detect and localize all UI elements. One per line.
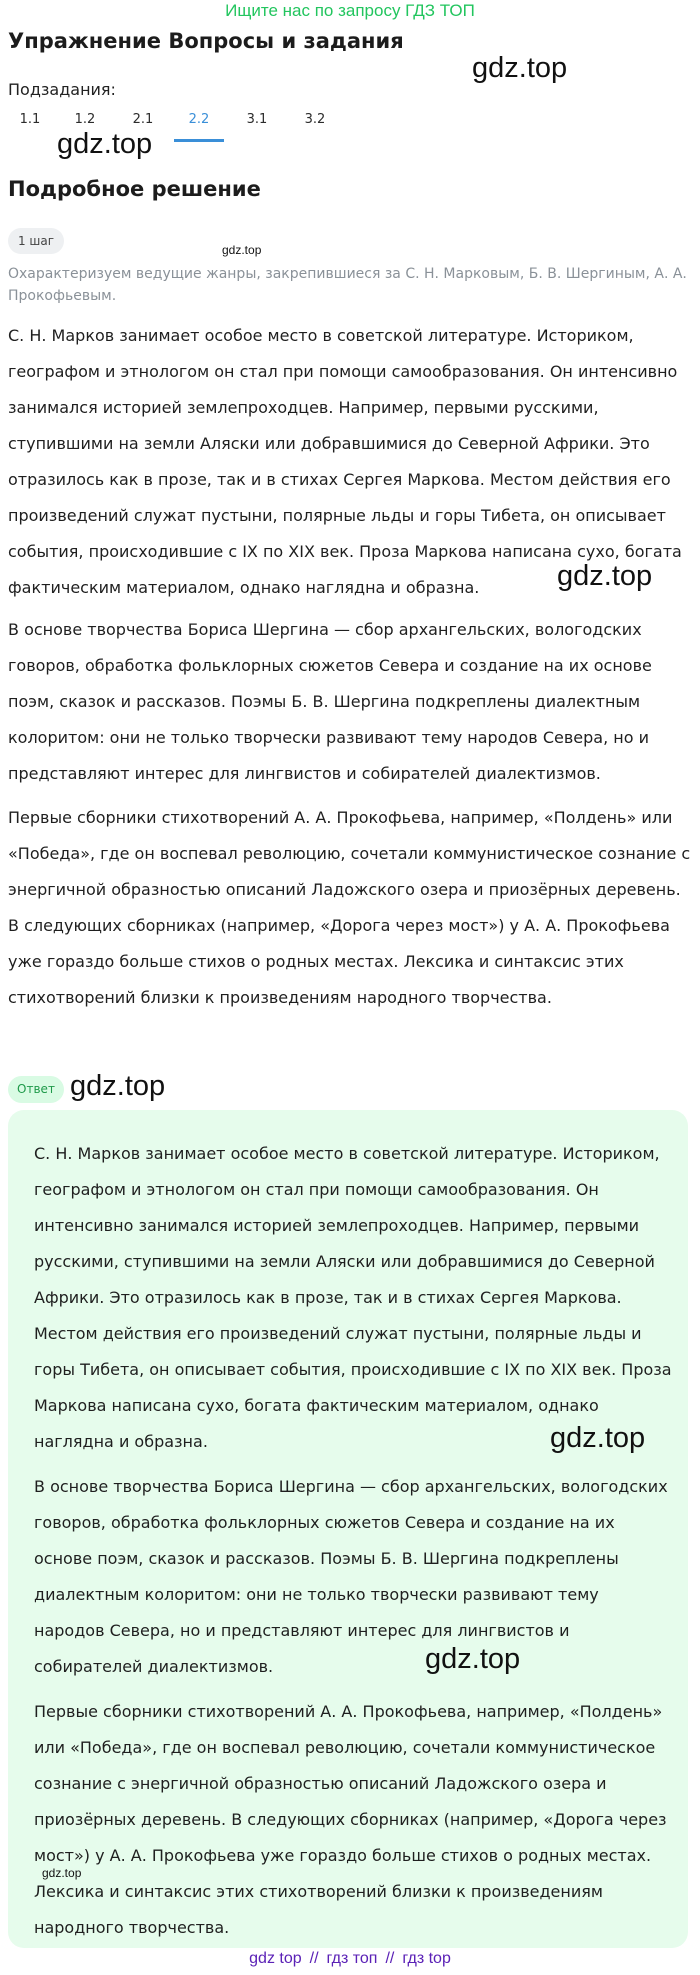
step-chip: 1 шаг: [8, 228, 64, 254]
footer-link[interactable]: гдз top: [402, 1950, 451, 1967]
footer-link[interactable]: gdz top: [249, 1950, 302, 1967]
watermark: gdz.top: [472, 52, 568, 84]
solution-paragraph: Первые сборники стихотворений А. А. Прокофьева, например, «Полдень» или «Победа», где он воспевал революцию, сочетали коммунистическое сознание с энергичной образностью описаний Ладожского озера и приозёрных деревень. В следующих сборниках (например, «Дорога через мост») у А. А. Прокофьева уже гораздо больше стихов о родных местах. Лексика и синтаксис этих стихотворений близки к произведениям народного творчества.: [8, 808, 691, 1007]
solution-paragraph: В основе творчества Бориса Шергина — сбор архангельских, вологодских говоров, обработка фольклорных сюжетов Севера и создание на их основе поэм, сказок и рассказов. Поэмы Б. В. Шергина подкреплены диалектным колоритом: они не только творчески развивают тему народов Севера, но и представляют интерес для лингвистов и собирателей диалектизмов.: [8, 620, 652, 783]
answer-paragraph: В основе творчества Бориса Шергина — сбор архангельских, вологодских говоров, обработка фольклорных сюжетов Севера и создание на их основе поэм, сказок и рассказов. Поэмы Б. В. Шергина подкреплены диалектным колоритом: они не только творчески развивают тему народов Севера, но и представляют интерес для лингвистов и собирателей диалектизмов.: [34, 1477, 668, 1676]
watermark: gdz.top: [557, 560, 653, 592]
subtask-tab-3-1[interactable]: 3.1: [246, 112, 268, 127]
watermark: gdz.top: [42, 1866, 82, 1880]
exercise-title: Упражнение Вопросы и задания: [8, 29, 404, 53]
footer-link[interactable]: гдз топ: [326, 1950, 378, 1967]
subtask-tab-1-1[interactable]: 1.1: [19, 112, 41, 127]
solution-title: Подробное решение: [8, 177, 261, 201]
search-banner: Ищите нас по запросу ГДЗ ТОП: [225, 1, 475, 20]
footer-separator: //: [309, 1950, 319, 1967]
subtask-tabs: [0, 108, 360, 142]
watermark: gdz.top: [70, 1070, 166, 1102]
subtasks-label: Подзадания:: [8, 80, 116, 99]
footer-links: [0, 1946, 700, 1972]
watermark: gdz.top: [550, 1422, 646, 1454]
answer-paragraph: Первые сборники стихотворений А. А. Прокофьева, например, «Полдень» или «Победа», где он воспевал революцию, сочетали коммунистическое сознание с энергичной образностью описаний Ладожского озера и приозёрных деревень. В следующих сборниках (например, «Дорога через мост») у А. А. Прокофьева уже гораздо больше стихов о родных местах. Лексика и синтаксис этих стихотворений близки к произведениям народного творчества.: [34, 1702, 667, 1937]
watermark: gdz.top: [57, 128, 153, 160]
subtask-tab-1-2[interactable]: 1.2: [74, 112, 96, 127]
footer-separator: //: [385, 1950, 395, 1967]
subtask-tab-3-2[interactable]: 3.2: [304, 112, 326, 127]
answer-paragraph: С. Н. Марков занимает особое место в советской литературе. Историком, географом и этнологом он стал при помощи самообразования. Он интенсивно занимался историей землепроходцев. Например, первыми русскими, ступившими на земли Аляски или добравшимися до Северной Африки. Это отразилось как в прозе, так и в стихах Сергея Маркова. Местом действия его произведений служат пустыни, полярные льды и горы Тибета, он описывает события, происходившие с IX по XIX век. Проза Маркова написана сухо, богата фактическим материалом, однако наглядна и образна.: [34, 1144, 672, 1451]
watermark: gdz.top: [425, 1643, 521, 1675]
step-description: Охарактеризуем ведущие жанры, закрепившиеся за С. Н. Марковым, Б. В. Шергиным, А. А. Прокофьевым.: [8, 266, 687, 304]
watermark: gdz.top: [222, 243, 262, 257]
answer-badge: Ответ: [8, 1076, 64, 1103]
subtask-tab-2-1[interactable]: 2.1: [132, 112, 154, 127]
subtask-tab-2-2[interactable]: 2.2: [174, 108, 224, 142]
solution-paragraph: С. Н. Марков занимает особое место в советской литературе. Историком, географом и этнологом он стал при помощи самообразования. Он интенсивно занимался историей землепроходцев. Например, первыми русскими, ступившими на земли Аляски или добравшимися до Северной Африки. Это отразилось как в прозе, так и в стихах Сергея Маркова. Местом действия его произведений служат пустыни, полярные льды и горы Тибета, он описывает события, происходившие с IX по XIX век. Проза Маркова написана сухо, богата фактическим материалом, однако наглядна и образна.: [8, 326, 682, 597]
